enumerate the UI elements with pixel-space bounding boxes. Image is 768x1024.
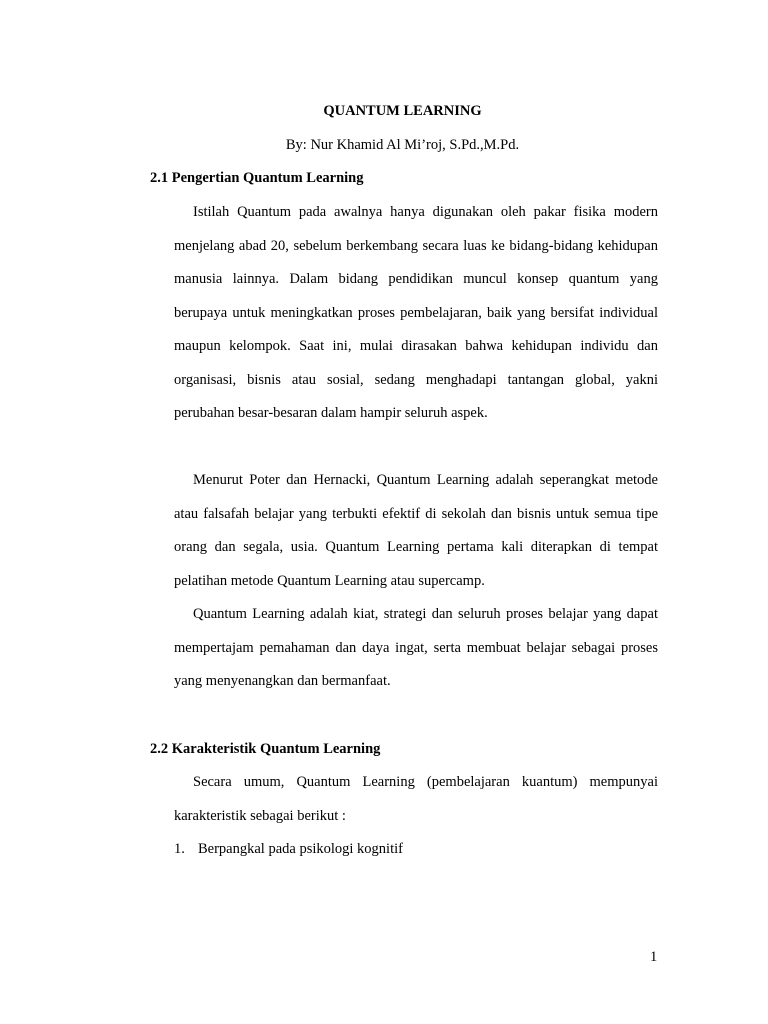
list-item xyxy=(174,841,403,858)
list-item-number: 1. xyxy=(174,841,185,857)
document-title: QUANTUM LEARNING xyxy=(323,103,482,119)
section-heading-2-2: 2.2 Karakteristik Quantum Learning xyxy=(150,741,381,757)
paragraph: Quantum Learning adalah kiat, strategi dan seluruh proses belajar yang dapat mempertajam pemahaman dan daya ingat, serta membuat belajar sebagai proses yang menyenangkan dan bermanfaat. xyxy=(174,606,658,689)
paragraph: Menurut Poter dan Hernacki, Quantum Learning adalah seperangkat metode atau falsafah belajar yang terbukti efektif di sekolah dan bisnis untuk semua tipe orang dan segala, usia. Quantum Learning pertama kali diterapkan di tempat pelatihan metode Quantum Learning atau supercamp. xyxy=(174,472,658,589)
page-number: 1 xyxy=(650,949,658,965)
paragraph: Secara umum, Quantum Learning (pembelajaran kuantum) mempunyai karakteristik sebagai berikut : xyxy=(174,774,658,824)
section-heading-2-1: 2.1 Pengertian Quantum Learning xyxy=(150,170,364,186)
list-item-text: Berpangkal pada psikologi kognitif xyxy=(198,841,403,857)
document-author: By: Nur Khamid Al Mi’roj, S.Pd.,M.Pd. xyxy=(285,137,520,153)
paragraph: Istilah Quantum pada awalnya hanya digunakan oleh pakar fisika modern menjelang abad 20, sebelum berkembang secara luas ke bidang-bidang kehidupan manusia lainnya. Dalam bidang pendidikan muncul konsep quantum yang berupaya untuk meningkatkan proses pembelajaran, baik yang bersifat individual maupun kelompok. Saat ini, mulai dirasakan bahwa kehidupan individu dan organisasi, bisnis atau sosial, sedang menghadapi tantangan global, yakni perubahan besar-besaran dalam hampir seluruh aspek. xyxy=(174,204,658,421)
